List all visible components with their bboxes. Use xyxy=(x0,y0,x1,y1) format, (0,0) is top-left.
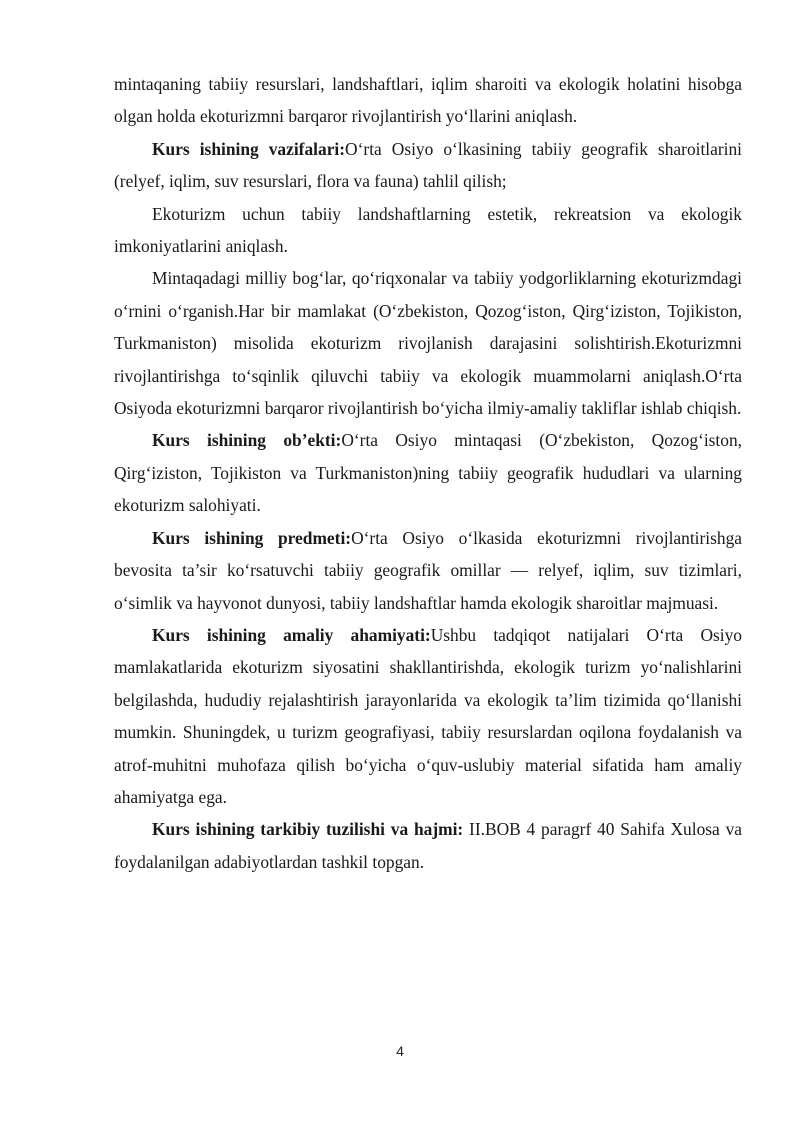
paragraph-text: II.BOB 4 paragrf 40 Sahifa Xulosa va foydalanilgan adabiyotlardan tashkil topgan. xyxy=(114,819,742,872)
paragraph-heading: Kurs ishining tarkibiy tuzilishi va hajmi: xyxy=(152,819,464,840)
paragraph-object xyxy=(114,424,742,521)
document-body xyxy=(114,68,742,878)
paragraph-heading: Kurs ishining amaliy ahamiyati: xyxy=(152,624,431,645)
paragraph-text: O‘rta Osiyo o‘lkasida ekoturizmni rivojlantirishga bevosita ta’sir ko‘rsatuvchi tabiiy geografik omillar — relyef, iqlim, suv tizimlari, o‘simlik va hayvonot dunyosi, tabiiy landshaftlar hamda ekologik sharoitlar majmuasi. xyxy=(114,527,742,613)
paragraph-text: O‘rta Osiyo o‘lkasining tabiiy geografik sharoitlarini (relyef, iqlim, suv resurslari, flora va fauna) tahlil qilish; xyxy=(114,138,743,192)
paragraph-heading: Kurs ishining predmeti: xyxy=(152,527,352,548)
paragraph-subject xyxy=(114,522,742,619)
paragraph-text: O‘rta Osiyo mintaqasi (O‘zbekiston, Qozog‘iston, Qirg‘iziston, Tojikiston va Turkmaniston)ning tabiiy geografik hududlari va ularning ekoturizm salohiyati. xyxy=(114,430,742,516)
paragraph-heading: Kurs ishining ob’ekti: xyxy=(152,430,342,451)
paragraph-intro-continuation xyxy=(114,68,742,133)
paragraph-task-parks xyxy=(114,262,742,424)
page-number: 4 xyxy=(396,1043,404,1059)
paragraph-structure xyxy=(114,813,742,878)
paragraph-text: Ushbu tadqiqot natijalari O‘rta Osiyo mamlakatlarida ekoturizm siyosatini shakllantirishda, ekologik turizm yo‘nalishlarini belgilashda, hududiy rejalashtirish jarayonlarida va ekologik ta’lim tizimida qo‘llanishi mumkin. Shuningdek, u turizm geografiyasi, tabiiy resurslardan oqilona foydalanish va atrof-muhitni muhofaza qilish bo‘yicha o‘quv-uslubiy material sifatida ham amaliy ahamiyatga ega. xyxy=(114,624,743,807)
paragraph-heading: Kurs ishining vazifalari: xyxy=(152,138,346,159)
paragraph-practical-significance xyxy=(114,619,742,813)
paragraph-text: Mintaqadagi milliy bog‘lar, qo‘riqxonalar va tabiiy yodgorliklarning ekoturizmdagi o‘rnini o‘rganish.Har bir mamlakat (O‘zbekiston, Qozog‘iston, Qirg‘iziston, Tojikiston, Turkmaniston) misolida ekoturizm rivojlanish darajasini solishtirish.Ekoturizmni rivojlantirishga to‘sqinlik qiluvchi tabiiy va ekologik muammolarni aniqlash.O‘rta Osiyoda ekoturizmni barqaror rivojlantirish bo‘yicha ilmiy-amaliy takliflar ishlab chiqish. xyxy=(114,268,742,419)
paragraph-text: Ekoturizm uchun tabiiy landshaftlarning estetik, rekreatsion va ekologik imkoniyatlarini aniqlash. xyxy=(114,203,742,257)
paragraph-tasks xyxy=(114,133,742,198)
paragraph-text: mintaqaning tabiiy resurslari, landshaftlari, iqlim sharoiti va ekologik holatini hisobga olgan holda ekoturizmni barqaror rivojlantirish yo‘llarini aniqlash. xyxy=(114,74,742,127)
paragraph-task-landscapes xyxy=(114,198,742,263)
